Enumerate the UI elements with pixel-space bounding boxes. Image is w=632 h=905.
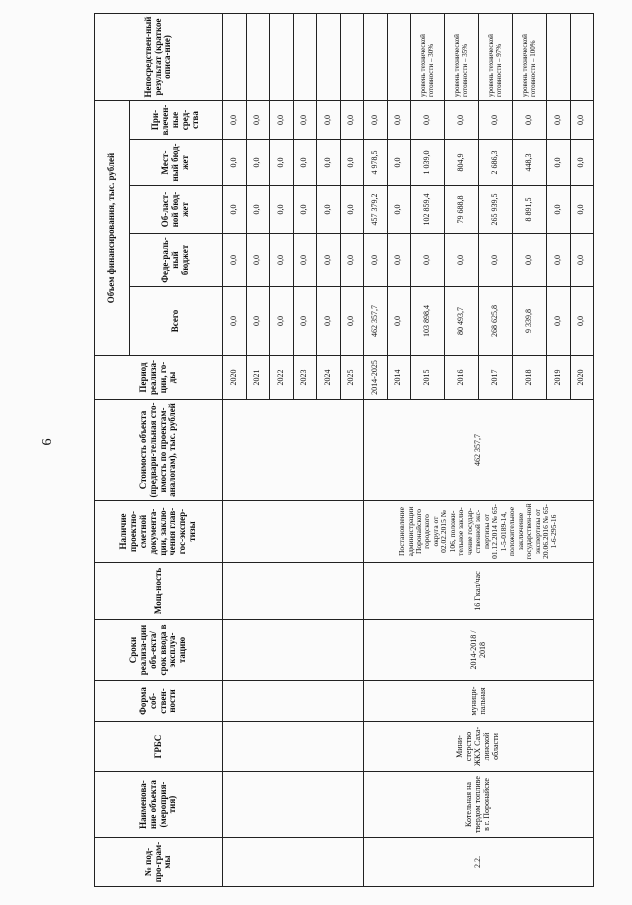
cell-attracted: 0,0 xyxy=(547,101,571,140)
cell-local: 0,0 xyxy=(270,140,294,186)
header-ownership: Форма соб-ствен-ности xyxy=(95,681,223,722)
cell-regional: 0,0 xyxy=(223,186,247,234)
cell-local: 0,0 xyxy=(570,140,594,186)
cell-year: 2018 xyxy=(513,356,547,400)
financing-table xyxy=(94,13,594,887)
header-result: Непосредствен-ный результат (краткое описа-ние) xyxy=(95,14,223,101)
header-terms: Сроки реализа-ции объ-екта/срок ввода в эксплуа-тацию xyxy=(95,620,223,681)
cell-result xyxy=(246,14,270,101)
header-attracted: При-влечен-ные сред-ства xyxy=(130,101,223,140)
cell-total: 0,0 xyxy=(293,287,317,356)
cell-result xyxy=(270,14,294,101)
cell-regional: 0,0 xyxy=(340,186,364,234)
cell-attracted: 0,0 xyxy=(364,101,388,140)
cell-grbs-a xyxy=(223,722,364,772)
cell-year: 2017 xyxy=(479,356,513,400)
cell-federal: 0,0 xyxy=(387,234,411,287)
cell-year: 2014-2025 xyxy=(364,356,388,400)
cell-regional: 0,0 xyxy=(246,186,270,234)
cell-total: 0,0 xyxy=(317,287,341,356)
cell-local: 1 039,0 xyxy=(411,140,445,186)
header-funding-group: Объем финансирования, тыс. рублей xyxy=(95,101,130,356)
cell-attracted: 0,0 xyxy=(270,101,294,140)
header-regional: Об-ласт-ной бюд-жет xyxy=(130,186,223,234)
header-total: Всего xyxy=(130,287,223,356)
cell-design-doc-b: Постановление администрации Поронайского городского округа от 02.02.2015 № 106, положи-тельное заклю-чение государ-ственной экс-пертизы от 01.12.2014 № 65-1-5-0189-14, положительное заключение государствен-ной экспертизы от 20.06.2016 № 65-1-6-295-16 xyxy=(364,501,594,563)
cell-terms-a xyxy=(223,620,364,681)
cell-regional: 0,0 xyxy=(293,186,317,234)
cell-cost-b: 462 357,7 xyxy=(364,400,594,501)
cell-cost-a xyxy=(223,400,364,501)
cell-attracted: 0,0 xyxy=(387,101,411,140)
cell-attracted: 0,0 xyxy=(317,101,341,140)
cell-year: 2016 xyxy=(445,356,479,400)
header-cost: Стоимость объекта (предвари-тельная сто-имость по проектам-аналогам), тыс. рублей xyxy=(95,400,223,501)
cell-result xyxy=(317,14,341,101)
cell-local: 804,9 xyxy=(445,140,479,186)
cell-regional: 79 688,8 xyxy=(445,186,479,234)
cell-result xyxy=(364,14,388,101)
cell-total: 0,0 xyxy=(570,287,594,356)
header-capacity: Мощ-ность xyxy=(95,563,223,620)
cell-attracted: 0,0 xyxy=(340,101,364,140)
header-num: № под-про-грам-мы xyxy=(95,838,223,887)
header-name: Наименова-ние объекта (мероприя-тия) xyxy=(95,772,223,838)
cell-attracted: 0,0 xyxy=(445,101,479,140)
cell-year: 2014 xyxy=(387,356,411,400)
cell-year: 2022 xyxy=(270,356,294,400)
cell-total: 9 339,8 xyxy=(513,287,547,356)
cell-federal: 0,0 xyxy=(364,234,388,287)
cell-attracted: 0,0 xyxy=(223,101,247,140)
header-local: Мест-ный бюд-жет xyxy=(130,140,223,186)
cell-result xyxy=(387,14,411,101)
cell-attracted: 0,0 xyxy=(246,101,270,140)
cell-local: 0,0 xyxy=(387,140,411,186)
cell-result xyxy=(293,14,317,101)
cell-capacity-a xyxy=(223,563,364,620)
cell-year: 2019 xyxy=(547,356,571,400)
cell-regional: 0,0 xyxy=(547,186,571,234)
cell-result: уровень технической готовности – 97% xyxy=(479,14,513,101)
cell-total: 0,0 xyxy=(387,287,411,356)
cell-regional: 8 891,5 xyxy=(513,186,547,234)
cell-federal: 0,0 xyxy=(270,234,294,287)
cell-terms-b: 2014-2018 / 2018 xyxy=(364,620,594,681)
cell-capacity-b: 16 Гкал/час xyxy=(364,563,594,620)
cell-total: 80 493,7 xyxy=(445,287,479,356)
cell-total: 0,0 xyxy=(223,287,247,356)
cell-local: 0,0 xyxy=(246,140,270,186)
cell-federal: 0,0 xyxy=(479,234,513,287)
cell-regional: 0,0 xyxy=(270,186,294,234)
cell-federal: 0,0 xyxy=(411,234,445,287)
header-grbs: ГРБС xyxy=(95,722,223,772)
cell-grbs-b: Мини-стерство ЖКХ Саха-линской области xyxy=(364,722,594,772)
cell-result: уровень технической готовности – 35% xyxy=(445,14,479,101)
cell-attracted: 0,0 xyxy=(479,101,513,140)
cell-regional: 0,0 xyxy=(570,186,594,234)
cell-result xyxy=(570,14,594,101)
cell-total: 462 357,7 xyxy=(364,287,388,356)
cell-federal: 0,0 xyxy=(570,234,594,287)
cell-num-b: 2.2. xyxy=(364,838,594,887)
cell-local: 0,0 xyxy=(293,140,317,186)
cell-attracted: 0,0 xyxy=(293,101,317,140)
cell-attracted: 0,0 xyxy=(411,101,445,140)
cell-local: 4 978,5 xyxy=(364,140,388,186)
cell-total: 0,0 xyxy=(547,287,571,356)
cell-local: 448,3 xyxy=(513,140,547,186)
cell-total: 268 625,8 xyxy=(479,287,513,356)
page-number: 6 xyxy=(40,438,55,446)
cell-year: 2020 xyxy=(570,356,594,400)
cell-name-a xyxy=(223,772,364,838)
cell-year: 2021 xyxy=(246,356,270,400)
cell-local: 0,0 xyxy=(317,140,341,186)
cell-result: уровень технической готовности – 100% xyxy=(513,14,547,101)
header-federal: Феде-раль-ный бюджет xyxy=(130,234,223,287)
table-row xyxy=(223,14,247,887)
cell-year: 2020 xyxy=(223,356,247,400)
cell-local: 0,0 xyxy=(547,140,571,186)
cell-attracted: 0,0 xyxy=(570,101,594,140)
cell-regional: 102 859,4 xyxy=(411,186,445,234)
cell-federal: 0,0 xyxy=(445,234,479,287)
header-period: Период реализа-ции, го-ды xyxy=(95,356,223,400)
cell-local: 2 686,3 xyxy=(479,140,513,186)
cell-year: 2015 xyxy=(411,356,445,400)
rotated-table-container xyxy=(94,14,614,887)
cell-design-doc-a xyxy=(223,501,364,563)
cell-name-b: Котельная на твердом топливе в г. Поронайске xyxy=(364,772,594,838)
cell-federal: 0,0 xyxy=(223,234,247,287)
cell-ownership-b: муници-пальная xyxy=(364,681,594,722)
table-header xyxy=(95,14,223,887)
cell-total: 0,0 xyxy=(340,287,364,356)
cell-federal: 0,0 xyxy=(246,234,270,287)
cell-year: 2024 xyxy=(317,356,341,400)
cell-year: 2023 xyxy=(293,356,317,400)
cell-total: 0,0 xyxy=(270,287,294,356)
cell-year: 2025 xyxy=(340,356,364,400)
cell-regional: 457 379,2 xyxy=(364,186,388,234)
table-row xyxy=(364,14,388,887)
cell-local: 0,0 xyxy=(223,140,247,186)
cell-federal: 0,0 xyxy=(513,234,547,287)
cell-result xyxy=(547,14,571,101)
cell-result xyxy=(340,14,364,101)
cell-result: уровень технической готовности – 30% xyxy=(411,14,445,101)
cell-attracted: 0,0 xyxy=(513,101,547,140)
cell-num-a xyxy=(223,838,364,887)
header-design-doc: Наличие проектно-сметной документа-ции, заклю-чения глав-гос-экспер-тизы xyxy=(95,501,223,563)
cell-ownership-a xyxy=(223,681,364,722)
cell-federal: 0,0 xyxy=(293,234,317,287)
cell-result xyxy=(223,14,247,101)
cell-regional: 0,0 xyxy=(387,186,411,234)
table-body xyxy=(223,14,594,887)
cell-regional: 0,0 xyxy=(317,186,341,234)
cell-total: 103 898,4 xyxy=(411,287,445,356)
cell-federal: 0,0 xyxy=(317,234,341,287)
cell-federal: 0,0 xyxy=(547,234,571,287)
cell-total: 0,0 xyxy=(246,287,270,356)
cell-regional: 265 939,5 xyxy=(479,186,513,234)
cell-federal: 0,0 xyxy=(340,234,364,287)
cell-local: 0,0 xyxy=(340,140,364,186)
